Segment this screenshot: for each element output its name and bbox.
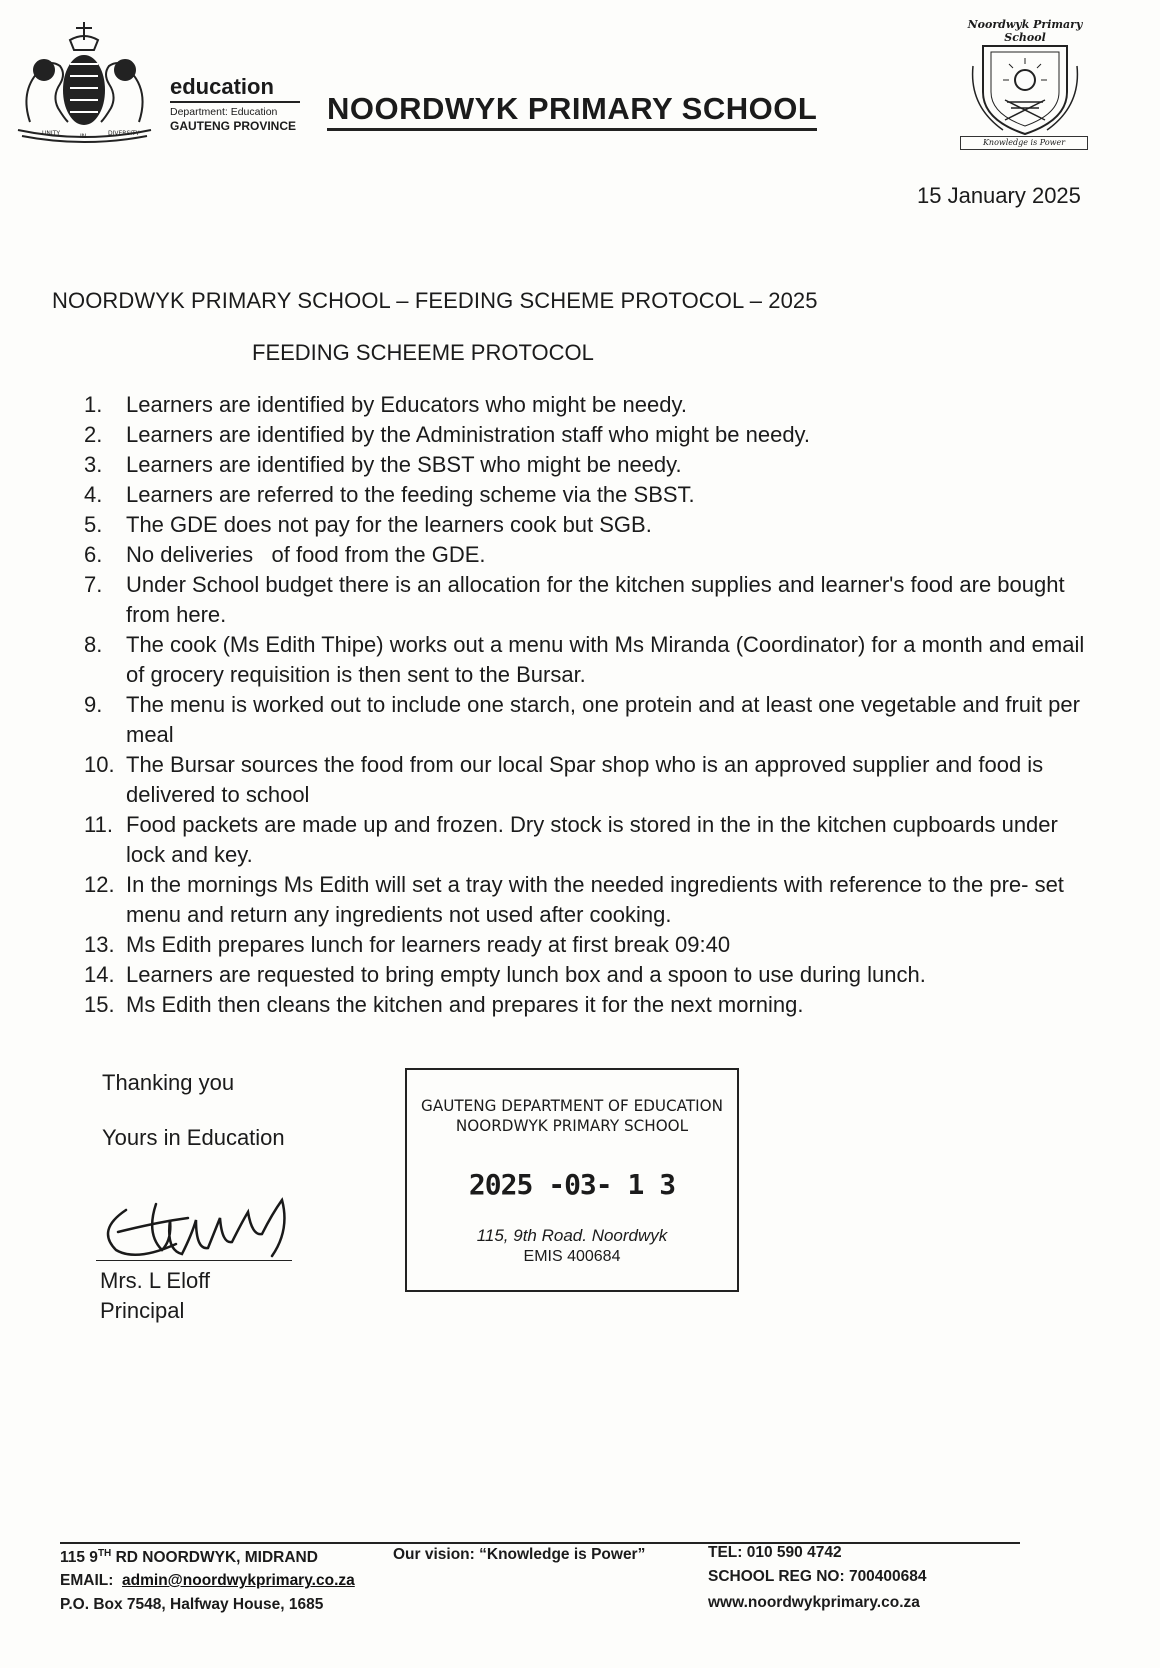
- list-item-number: 9.: [84, 692, 103, 717]
- list-item-number: 5.: [84, 512, 103, 537]
- footer-address-suffix: TH: [97, 1548, 112, 1559]
- footer-tel: TEL: 010 590 4742: [708, 1544, 842, 1561]
- list-item-number: 8.: [84, 632, 103, 657]
- list-item-number: 10.: [84, 752, 115, 777]
- list-item-number: 13.: [84, 932, 115, 957]
- signatory-name: Mrs. L Eloff: [100, 1268, 211, 1293]
- list-item: [84, 480, 1094, 510]
- footer-website[interactable]: www.noordwykprimary.co.za: [708, 1594, 920, 1611]
- footer-divider: [60, 1542, 1020, 1544]
- footer-address-street: RD NOORDWYK, MIDRAND: [111, 1549, 318, 1567]
- list-item-number: 11.: [84, 812, 113, 837]
- stamp-emis: EMIS 400684: [523, 1248, 621, 1265]
- list-item-number: 2.: [84, 422, 103, 447]
- list-item: [84, 390, 1094, 420]
- list-item-text: No deliveries of food from the GDE.: [126, 542, 486, 567]
- list-item-text: The Bursar sources the food from our local Spar shop who is an approved supplier and food is delivered to school: [126, 752, 1044, 807]
- list-item: [84, 870, 1094, 930]
- list-item: [84, 630, 1094, 690]
- list-item-number: 4.: [84, 482, 103, 507]
- coat-of-arms-logo: [12, 18, 157, 146]
- footer-email: [60, 1572, 355, 1590]
- coat-of-arms-motto-2: IN: [80, 133, 87, 140]
- footer-reg: SCHOOL REG NO: 700400684: [708, 1568, 927, 1585]
- footer-address-number: 115 9: [60, 1549, 98, 1567]
- list-item-text: Ms Edith then cleans the kitchen and prepares it for the next morning.: [126, 992, 804, 1017]
- list-item: [84, 810, 1094, 870]
- signature-line: [96, 1260, 292, 1261]
- list-item: [84, 990, 1094, 1020]
- stamp-line-1: GAUTENG DEPARTMENT OF EDUCATION: [421, 1096, 723, 1115]
- letter-date: 15 January 2025: [917, 183, 1081, 208]
- list-item-number: 3.: [84, 452, 103, 477]
- department-sub: Department: Education: [170, 106, 278, 118]
- department-block: [170, 75, 300, 133]
- list-item-number: 7.: [84, 572, 103, 597]
- footer-email-label: EMAIL:: [60, 1572, 114, 1589]
- list-item-text: Learners are referred to the feeding scheme via the SBST.: [126, 482, 695, 507]
- list-item-number: 14.: [84, 962, 115, 987]
- list-item: [84, 450, 1094, 480]
- school-crest-motto: Knowledge is Power: [960, 136, 1088, 150]
- list-item-text: Learners are identified by the Administration staff who might be needy.: [126, 422, 811, 447]
- document-subheading: FEEDING SCHEEME PROTOCOL: [252, 340, 594, 365]
- closing-regards: Yours in Education: [102, 1125, 285, 1150]
- school-title: NOORDWYK PRIMARY SCHOOL: [327, 92, 817, 131]
- list-item: [84, 930, 1094, 960]
- footer-email-link[interactable]: admin@noordwykprimary.co.za: [122, 1572, 355, 1589]
- document-heading: NOORDWYK PRIMARY SCHOOL – FEEDING SCHEME PROTOCOL – 2025: [52, 288, 818, 313]
- list-item: [84, 510, 1094, 540]
- list-item: [84, 750, 1094, 810]
- list-item-text: The cook (Ms Edith Thipe) works out a menu with Ms Miranda (Coordinator) for a month and email of grocery requisition is then sent to the Bursar.: [126, 632, 1085, 687]
- shield-icon: [965, 36, 1085, 138]
- department-province: GAUTENG PROVINCE: [170, 119, 297, 133]
- list-item-number: 1.: [84, 392, 103, 417]
- list-item: [84, 690, 1094, 750]
- closing-thanks: Thanking you: [102, 1070, 235, 1095]
- signatory-title: Principal: [100, 1298, 185, 1323]
- signature-image: [96, 1190, 336, 1270]
- official-stamp: [405, 1068, 739, 1292]
- list-item-text: Learners are requested to bring empty lunch box and a spoon to use during lunch.: [126, 962, 926, 987]
- stamp-address: 115, 9th Road. Noordwyk: [476, 1226, 668, 1245]
- list-item-text: Ms Edith prepares lunch for learners ready at first break 09:40: [126, 932, 731, 957]
- list-item-text: Learners are identified by Educators who might be needy.: [126, 392, 687, 417]
- department-main: education: [170, 75, 300, 103]
- school-crest-logo: [945, 18, 1105, 158]
- list-item-text: The menu is worked out to include one starch, one protein and at least one vegetable and fruit per meal: [126, 692, 1080, 747]
- list-item-text: Learners are identified by the SBST who might be needy.: [126, 452, 682, 477]
- list-item-text: The GDE does not pay for the learners cook but SGB.: [126, 512, 652, 537]
- list-item-text: Food packets are made up and frozen. Dry stock is stored in the in the kitchen cupboards under lock and key.: [126, 812, 1058, 867]
- list-item: [84, 420, 1094, 450]
- stamp-date: 2025 -03- 1 3: [468, 1168, 676, 1201]
- list-item-number: 15.: [84, 992, 115, 1017]
- coat-of-arms-motto-1: UNITY: [42, 130, 60, 137]
- list-item-text: Under School budget there is an allocation for the kitchen supplies and learner's food are bought from here.: [126, 572, 1065, 627]
- protocol-list: [84, 390, 1094, 1020]
- stamp-line-2: NOORDWYK PRIMARY SCHOOL: [455, 1116, 689, 1135]
- list-item-number: 12.: [84, 872, 115, 897]
- footer-address: [60, 1548, 318, 1567]
- list-item: [84, 540, 1094, 570]
- list-item-number: 6.: [84, 542, 103, 567]
- school-crest-top-text: Noordwyk Primary School: [967, 18, 1083, 44]
- list-item: [84, 960, 1094, 990]
- footer-vision: Our vision: “Knowledge is Power”: [393, 1546, 646, 1563]
- list-item: [84, 570, 1094, 630]
- list-item-text: In the mornings Ms Edith will set a tray with the needed ingredients with reference to the pre- set menu and return any ingredients not used after cooking.: [126, 872, 1064, 927]
- footer-po-box: P.O. Box 7548, Halfway House, 1685: [60, 1596, 324, 1613]
- coat-of-arms-motto-3: DIVERSITY: [108, 130, 140, 137]
